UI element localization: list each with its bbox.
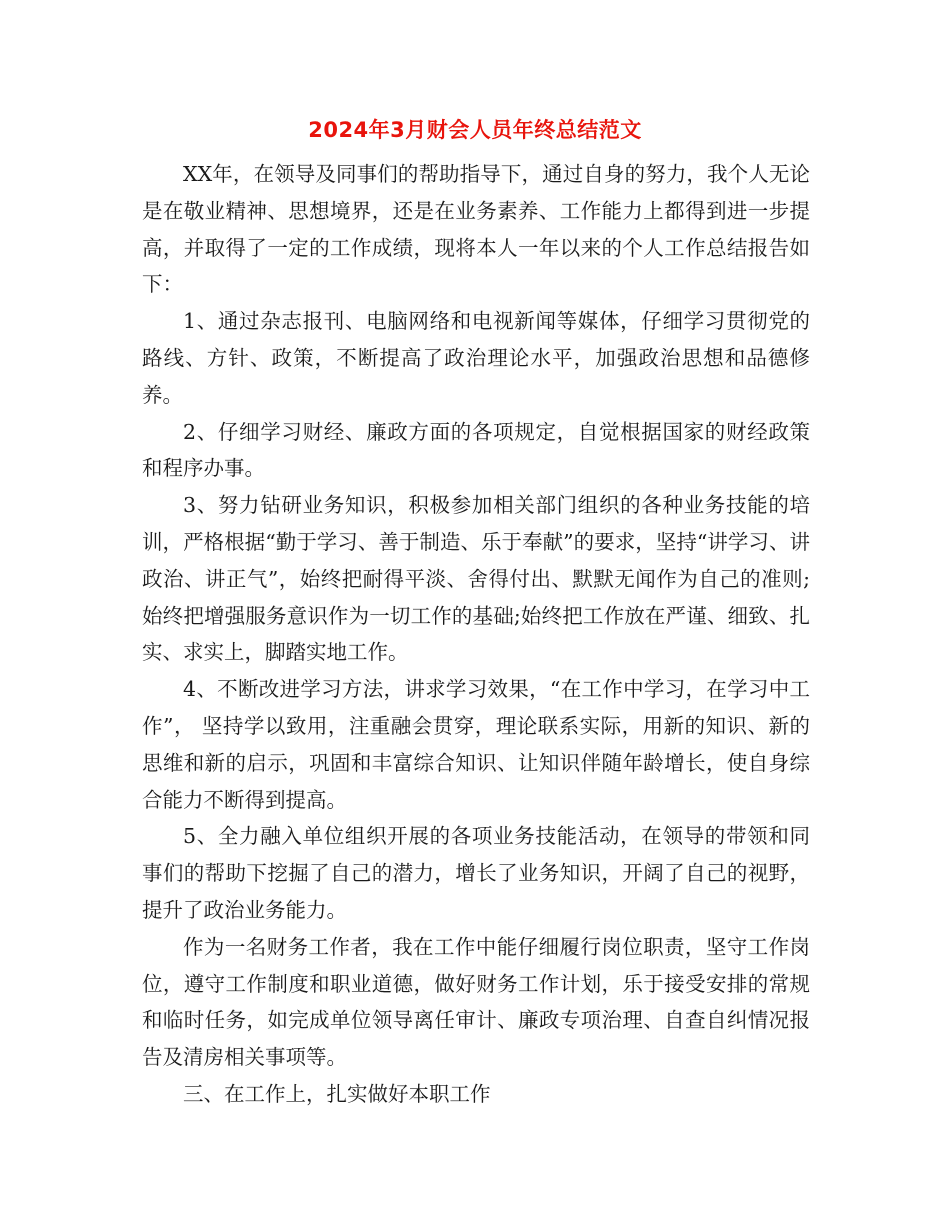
item-5-paragraph: 5、全力融入单位组织开展的各项业务技能活动，在领导的带领和同事们的帮助下挖掘了自己的潜力，增长了业务知识，开阔了自己的视野，提升了政治业务能力。 — [142, 824, 810, 922]
duties-paragraph: 作为一名财务工作者，我在工作中能仔细履行岗位职责，坚守工作岗位，遵守工作制度和职业道德，做好财务工作计划，乐于接受安排的常规和临时任务，如完成单位领导离任审计、廉政专项治理、自查自纠情况报告及清房相关事项等。 — [142, 934, 810, 1070]
section-three-heading: 三、在工作上，扎实做好本职工作 — [183, 1081, 491, 1106]
item-2-paragraph: 2、仔细学习财经、廉政方面的各项规定，自觉根据国家的财经政策和程序办事。 — [142, 419, 810, 481]
item-1-paragraph: 1、通过杂志报刊、电脑网络和电视新闻等媒体，仔细学习贯彻党的路线、方针、政策，不断提高了政治理论水平，加强政治思想和品德修养。 — [142, 309, 810, 407]
document-body — [142, 156, 810, 1113]
document-title: 2024年3月财会人员年终总结范文 — [308, 118, 642, 142]
intro-paragraph: XX年，在领导及同事们的帮助指导下，通过自身的努力，我个人无论是在敬业精神、思想境界，还是在业务素养、工作能力上都得到进一步提高，并取得了一定的工作成绩，现将本人一年以来的个人工作总结报告如下： — [142, 162, 810, 297]
item-4-paragraph: 4、不断改进学习方法，讲求学习效果，“在工作中学习，在学习中工作”， 坚持学以致用，注重融会贯穿，理论联系实际，用新的知识、新的思维和新的启示，巩固和丰富综合知识、让知识伴随年龄增长，使自身综合能力不断得到提高。 — [142, 677, 810, 812]
item-3-paragraph: 3、努力钻研业务知识，积极参加相关部门组织的各种业务技能的培训，严格根据“勤于学习、善于制造、乐于奉献”的要求，坚持“讲学习、讲政治、讲正气”，始终把耐得平淡、舍得付出、默默无闻作为自己的准则;始终把增强服务意识作为一切工作的基础;始终把工作放在严谨、细致、扎实、求实上，脚踏实地工作。 — [142, 493, 810, 665]
